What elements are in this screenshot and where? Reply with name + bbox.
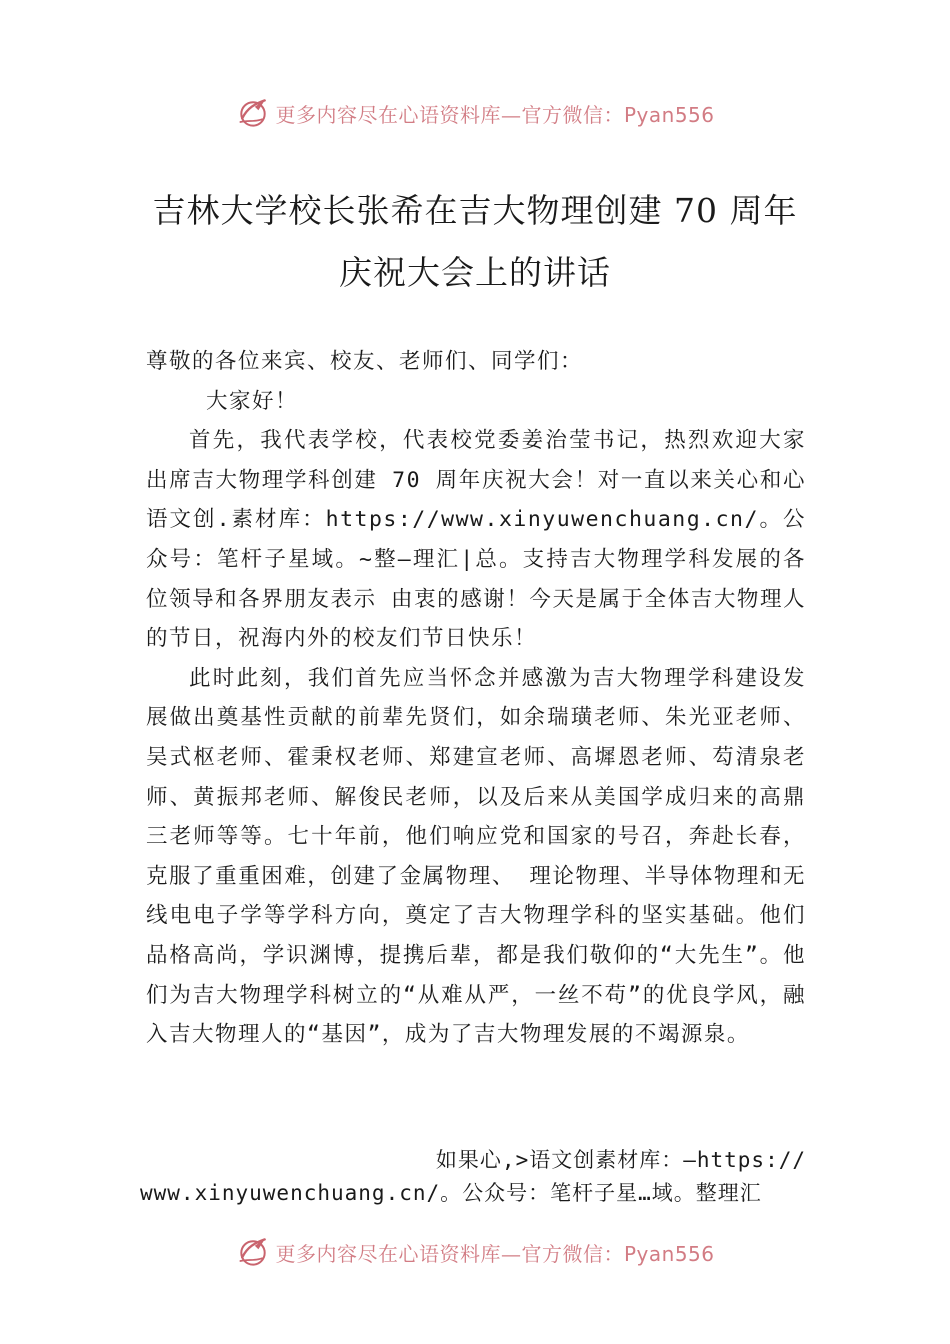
pen-emblem-icon: [235, 1234, 271, 1270]
document-title: [95, 180, 855, 304]
footer-note: [140, 1144, 806, 1210]
pen-emblem-icon: [235, 95, 271, 131]
hello-line: 大家好！: [206, 388, 299, 414]
header-banner: [0, 93, 950, 133]
title-line-2: 庆祝大会上的讲话: [339, 253, 611, 292]
banner-wechat-account: Pyan556: [623, 102, 715, 127]
title-line-1: 吉林大学校长张希在吉大物理创建 70 周年: [152, 191, 798, 230]
footer-note-line-1: 如果心,>语文创素材库：—https://: [435, 1148, 806, 1172]
footer-note-line-2: www.xinyuwenchuang.cn/。公众号：笔杆子星…域。整理汇: [140, 1181, 762, 1205]
banner-text: [275, 99, 714, 128]
paragraph-2: 此时此刻，我们首先应当怀念并感激为吉大物理学科建设发展做出奠基性贡献的前辈先贤们，如余瑞璜老师、朱光亚老师、吴式枢老师、霍秉权老师、郑建宣老师、高墀恩老师、芶清泉老师、黄振邦老师、解俊民老师，以及后来从美国学成归来的高鼎三老师等等。七十年前，他们响应党和国家的号召，奔赴长春，克服了重重困难，创建了金属物理、 理论物理、半导体物理和无线电电子学等学科方向，奠定了吉大物理学科的坚实基础。他们品格高尚，学识渊博，提携后辈，都是我们敬仰的“大先生”。他们为吉大物理学科树立的“从难从严，一丝不苟”的优良学风，融入吉大物理人的“基因”，成为了吉大物理发展的不竭源泉。: [146, 665, 806, 1048]
greeting-line: 尊敬的各位来宾、校友、老师们、同学们：: [146, 349, 584, 374]
footer-banner: [0, 1232, 950, 1272]
banner-text: [275, 1238, 714, 1267]
banner-label: 更多内容尽在心语资料库—官方微信：: [275, 1241, 624, 1266]
speech-body: [146, 342, 806, 1055]
paragraph-1: 首先，我代表学校，代表校党委姜治莹书记，热烈欢迎大家出席吉大物理学科创建 70 周年庆祝大会！对一直以来关心和心语文创.素材库：https://www.xinyuwenchuang.cn/。公众号：笔杆子星域。~整—理汇|总。支持吉大物理学科发展的各位领导和各界朋友表示 由衷的感谢！今天是属于全体吉大物理人的节日，祝海内外的校友们节日快乐！: [146, 428, 806, 652]
banner-label: 更多内容尽在心语资料库—官方微信：: [275, 102, 624, 127]
banner-wechat-account: Pyan556: [623, 1241, 715, 1266]
